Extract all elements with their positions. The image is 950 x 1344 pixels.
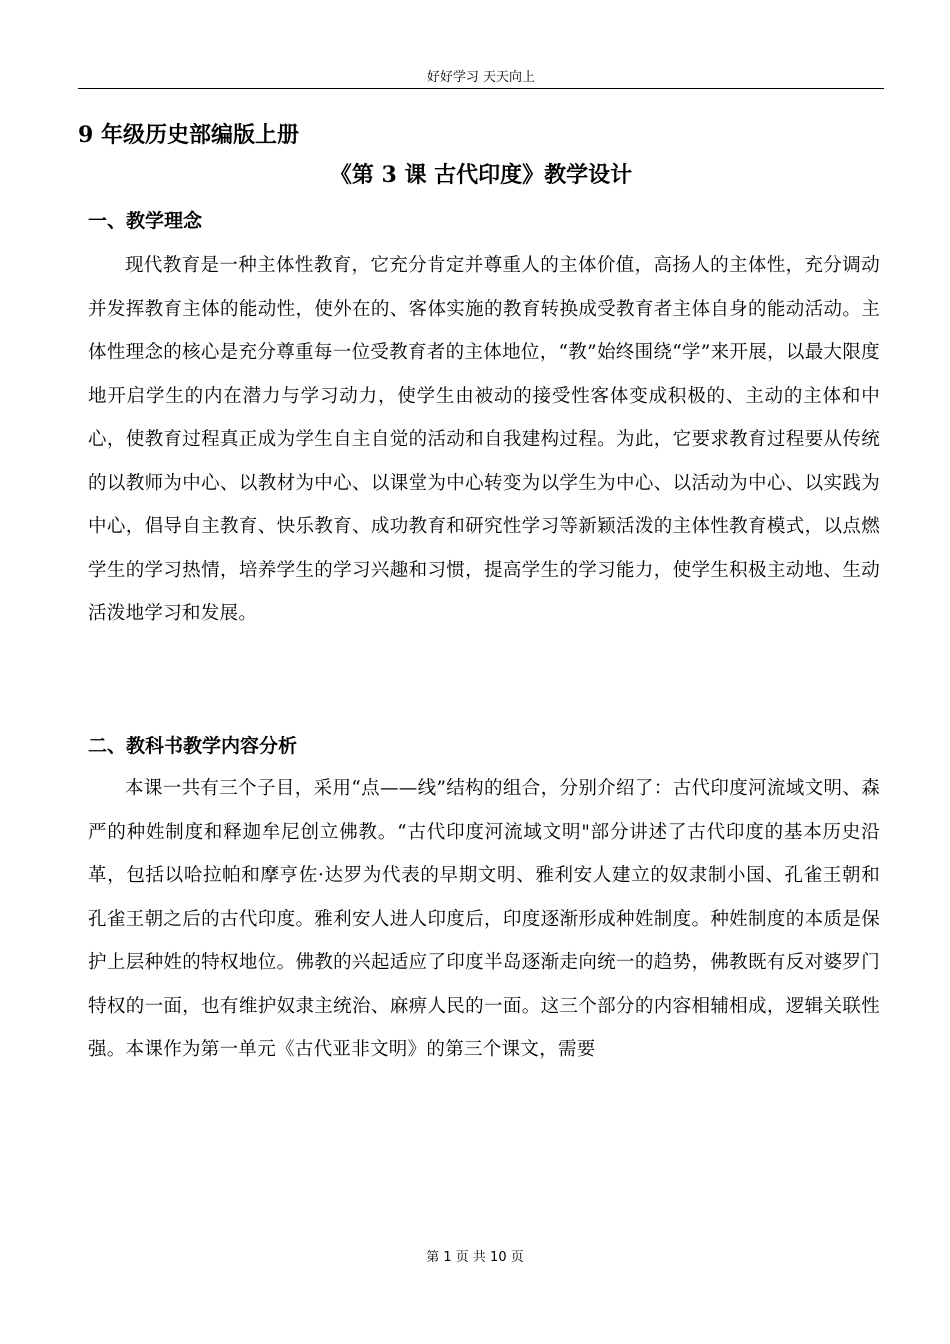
page-footer: 第 1 页 共 10 页 [426, 1250, 524, 1265]
document-subtitle: 9 年级历史部编版上册 [78, 122, 299, 148]
section-heading-content-analysis: 二、教科书教学内容分析 [88, 735, 298, 757]
section-paragraph-teaching-philosophy: 现代教育是一种主体性教育，它充分肯定并尊重人的主体价值，高扬人的主体性，充分调动并发挥教育主体的能动性，使外在的、客体实施的教育转换成受教育者主体自身的能动活动。主体性理念的核心是充分尊重每一位受教育者的主体地位，“教”始终围绕“学”来开展，以最大限度地开启学生的内在潜力与学习动力，使学生由被动的接受性客体变成积极的、主动的主体和中心，使教育过程真正成为学生自主自觉的活动和自我建构过程。为此，它要求教育过程要从传统的以教师为中心、以教材为中心、以课堂为中心转变为以学生为中心、以活动为中心、以实践为中心，倡导自主教育、快乐教育、成功教育和研究性学习等新颖活泼的主体性教育模式，以点燃学生的学习热情，培养学生的学习兴趣和习惯，提高学生的学习能力，使学生积极主动地、生动活泼地学习和发展。 [88, 255, 880, 624]
page-header: 好好学习 天天向上 [426, 70, 536, 85]
header-divider [78, 88, 884, 89]
section-heading-teaching-philosophy: 一、教学理念 [88, 210, 203, 232]
section-paragraph-content-analysis: 本课一共有三个子目，采用“点——线”结构的组合，分别介绍了：古代印度河流域文明、森严的种姓制度和释迦牟尼创立佛教。“古代印度河流域文明"部分讲述了古代印度的基本历史沿革，包括以哈拉帕和摩亨佐·达罗为代表的早期文明、雅利安人建立的奴隶制小国、孔雀王朝和孔雀王朝之后的古代印度。雅利安人进人印度后，印度逐渐形成种姓制度。种姓制度的本质是保护上层种姓的特权地位。佛教的兴起适应了印度半岛逐渐走向统一的趋势，佛教既有反对婆罗门特权的一面，也有维护奴隶主统治、麻痹人民的一面。这三个部分的内容相辅相成，逻辑关联性强。本课作为第一单元《古代亚非文明》的第三个课文，需要 [88, 778, 880, 1060]
document-title: 《第 3 课 古代印度》教学设计 [329, 162, 633, 188]
